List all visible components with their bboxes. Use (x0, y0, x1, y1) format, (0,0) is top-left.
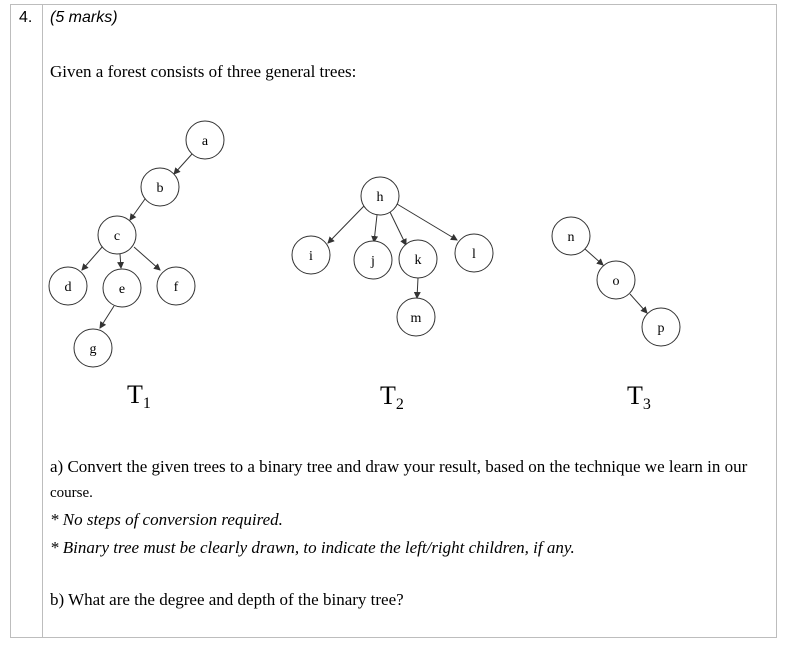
tree-node-c (98, 216, 136, 254)
svg-text:i: i (309, 249, 313, 264)
svg-text:e: e (118, 282, 126, 297)
edge-c-f (134, 247, 160, 270)
svg-text:m: m (410, 311, 422, 326)
svg-text:a: a (201, 134, 209, 149)
svg-text:d: d (64, 280, 72, 295)
part-a-text-cont: course. (50, 485, 93, 501)
svg-text:l: l (472, 247, 476, 262)
tree-node-m (397, 298, 435, 336)
svg-text:j: j (371, 254, 375, 269)
tree-label-t3: $T_3$ (627, 381, 651, 413)
edge-h-k (390, 212, 406, 245)
edge-h-l (397, 204, 457, 240)
svg-text:b: b (156, 181, 164, 196)
tree-node-d (49, 267, 87, 305)
question-number: 4. (19, 9, 33, 26)
question-marks: (5 marks) (50, 9, 118, 26)
svg-text:p: p (657, 321, 665, 336)
tree-label-t2: $T_2$ (380, 381, 404, 413)
svg-text:o: o (612, 274, 620, 289)
edge-h-j (374, 215, 377, 242)
edge-b-c (130, 199, 145, 220)
svg-text:c: c (113, 229, 121, 244)
part-a-note-2: * Binary tree must be clearly drawn, to indicate the left/right children, if any. (50, 538, 575, 557)
svg-text:g: g (89, 342, 97, 357)
tree-node-l (455, 234, 493, 272)
tree-node-h (361, 177, 399, 215)
tree-node-g (74, 329, 112, 367)
edge-c-e (120, 254, 121, 268)
tree-node-p (642, 308, 680, 346)
svg-text:h: h (376, 190, 384, 205)
edge-k-m (417, 278, 418, 298)
edge-n-o (585, 249, 603, 265)
edge-a-b (174, 154, 192, 174)
svg-text:n: n (567, 230, 575, 245)
tree-node-a (186, 121, 224, 159)
question-intro: Given a forest consists of three general trees: (50, 62, 357, 81)
tree-node-j (354, 241, 392, 279)
tree-node-f (157, 267, 195, 305)
edge-e-g (100, 306, 114, 328)
tree-node-i (292, 236, 330, 274)
edge-o-p (630, 294, 647, 313)
part-a-text: a) Convert the given trees to a binary tree and draw your result, based on the technique we learn in our (50, 457, 748, 476)
tree-label-t1: $T_1$ (127, 380, 151, 412)
tree-node-e (103, 269, 141, 307)
svg-text:f: f (173, 280, 179, 295)
tree-node-o (597, 261, 635, 299)
part-a-note-1: * No steps of conversion required. (50, 510, 283, 529)
tree-node-k (399, 240, 437, 278)
tree-node-b (141, 168, 179, 206)
edge-h-i (328, 206, 364, 243)
tree-node-n (552, 217, 590, 255)
svg-text:k: k (414, 253, 422, 268)
edge-c-d (82, 246, 103, 270)
part-b-text: b) What are the degree and depth of the binary tree? (50, 590, 404, 609)
